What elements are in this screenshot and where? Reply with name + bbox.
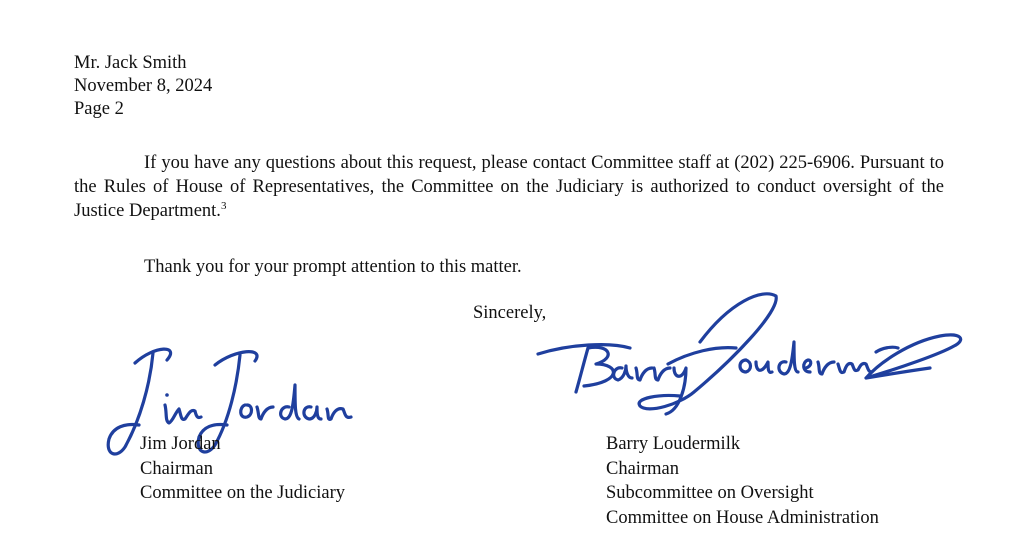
recipient-line: Mr. Jack Smith <box>74 53 187 73</box>
page-number-line: Page 2 <box>74 99 124 119</box>
thank-you-paragraph: Thank you for your prompt attention to this matter. <box>144 257 522 277</box>
body-paragraph-text: If you have any questions about this request, please contact Committee staff at (202) 225-6906. Pursuant to the Rules of House of Representatives, the Committee on the Judiciary is authorized to conduct oversight of the Justice Department. <box>74 153 944 221</box>
signatory-committee: Committee on the Judiciary <box>140 483 345 503</box>
signature-block-jordan <box>140 432 345 506</box>
body-paragraph <box>74 151 944 223</box>
closing-salutation: Sincerely, <box>473 303 547 323</box>
footnote-reference: 3 <box>220 199 227 212</box>
signatory-title: Chairman <box>140 458 213 479</box>
signatory-subcommittee: Subcommittee on Oversight <box>606 483 814 503</box>
loudermilk-signature <box>530 282 970 442</box>
signatory-name: Barry Loudermilk <box>606 434 741 454</box>
signatory-name: Jim Jordan <box>140 434 221 454</box>
signatory-title: Chairman <box>606 458 679 479</box>
date-line: November 8, 2024 <box>74 76 213 96</box>
letter-header <box>74 52 212 121</box>
signature-block-loudermilk <box>606 432 879 530</box>
signatory-committee: Committee on House Administration <box>606 507 879 528</box>
